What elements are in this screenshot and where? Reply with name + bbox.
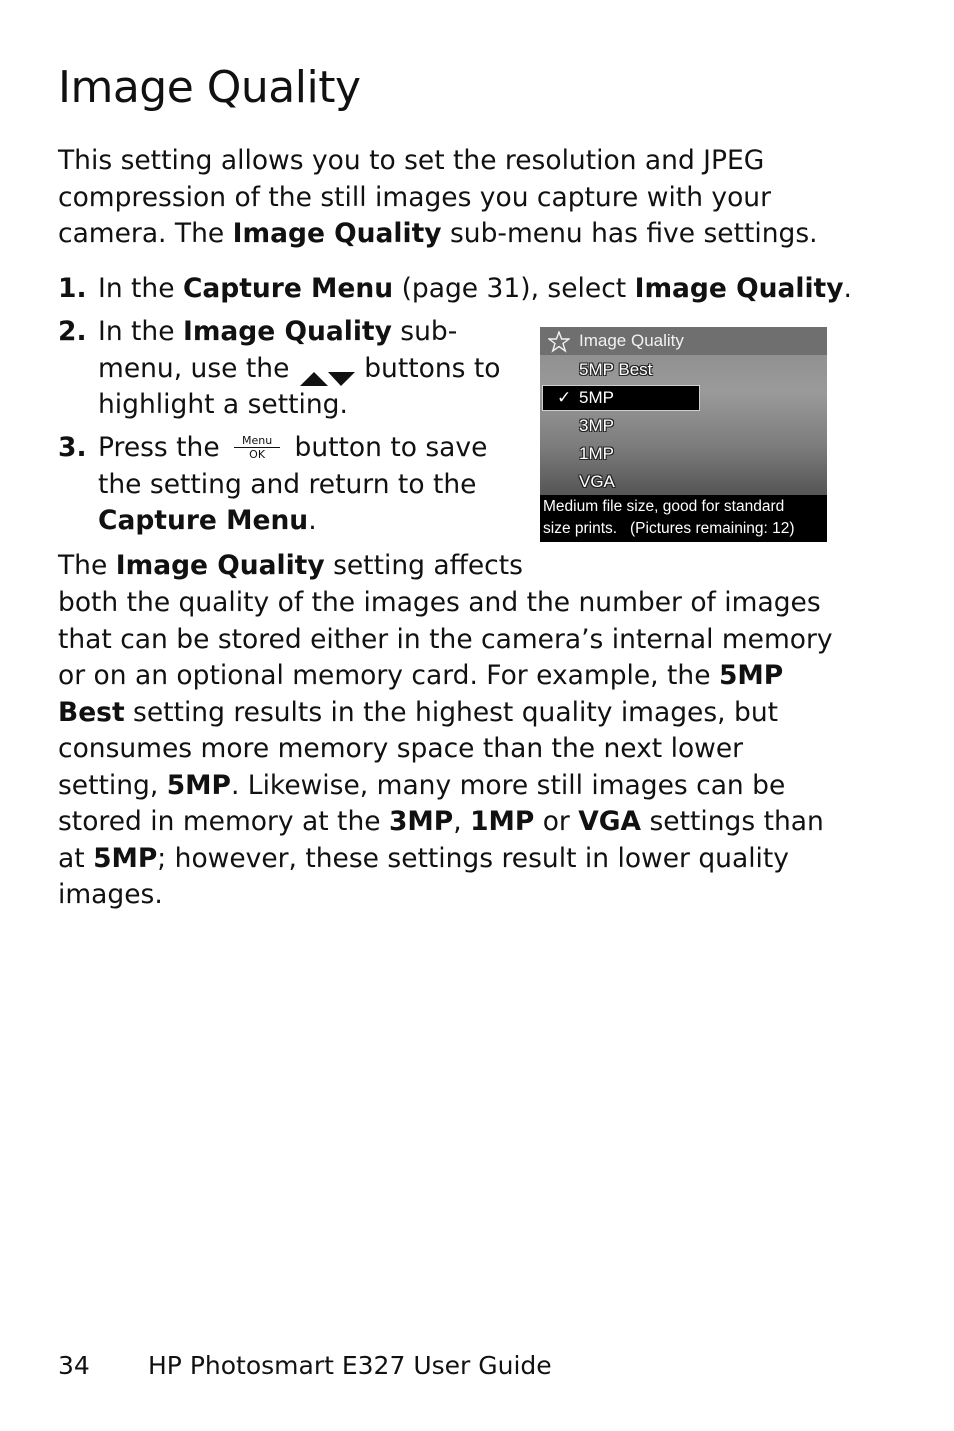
- option-1mp: 1MP: [579, 444, 614, 463]
- screen-header: [540, 327, 827, 355]
- step-number: 1.: [58, 273, 87, 304]
- screen-header-title: Image Quality: [579, 331, 684, 350]
- paragraph-2: both the quality of the images and the number of images that can be stored either in the camera’s internal memory or on an optional memory card. For example, the 5MP Best setting results in the highest quality images, but consumes more memory space than the next lower setting, 5MP. Likewise, many more still images can be stored in memory at the 3MP, 1MP or VGA settings than at 5MP; however, these settings result in lower quality images.: [58, 587, 833, 910]
- option-3mp: 3MP: [579, 416, 614, 435]
- intro-paragraph: This setting allows you to set the resolution and JPEG compression of the still images you capture with your camera. The Image Quality sub-menu has five settings.: [58, 145, 818, 249]
- step-number: 3.: [58, 432, 87, 463]
- up-down-arrows-icon: [298, 361, 356, 377]
- option-5mp-selected: ✓ 5MP: [542, 385, 700, 411]
- step-number: 2.: [58, 316, 87, 347]
- paragraph-2-start: The Image Quality setting affects: [58, 550, 523, 581]
- option-5mp-best: 5MP Best: [579, 360, 653, 379]
- step-text: In the Capture Menu (page 31), select Image Quality.: [98, 273, 852, 304]
- check-icon: ✓: [557, 388, 572, 407]
- step-text: Press the Menu OK button to save the setting and return to the Capture Menu.: [98, 432, 488, 536]
- page-number: 34: [58, 1351, 90, 1380]
- page-title: Image Quality: [58, 62, 361, 113]
- star-icon: [548, 327, 570, 362]
- guide-title: HP Photosmart E327 User Guide: [148, 1351, 552, 1380]
- screen-footer: Medium file size, good for standard size prints. (Pictures remaining: 12): [540, 495, 827, 542]
- step-text: In the Image Quality sub-menu, use the buttons to highlight a setting.: [98, 316, 501, 420]
- option-vga: VGA: [579, 472, 615, 491]
- camera-screen-image: [540, 327, 827, 542]
- menu-ok-button-icon: Menu OK: [234, 434, 280, 464]
